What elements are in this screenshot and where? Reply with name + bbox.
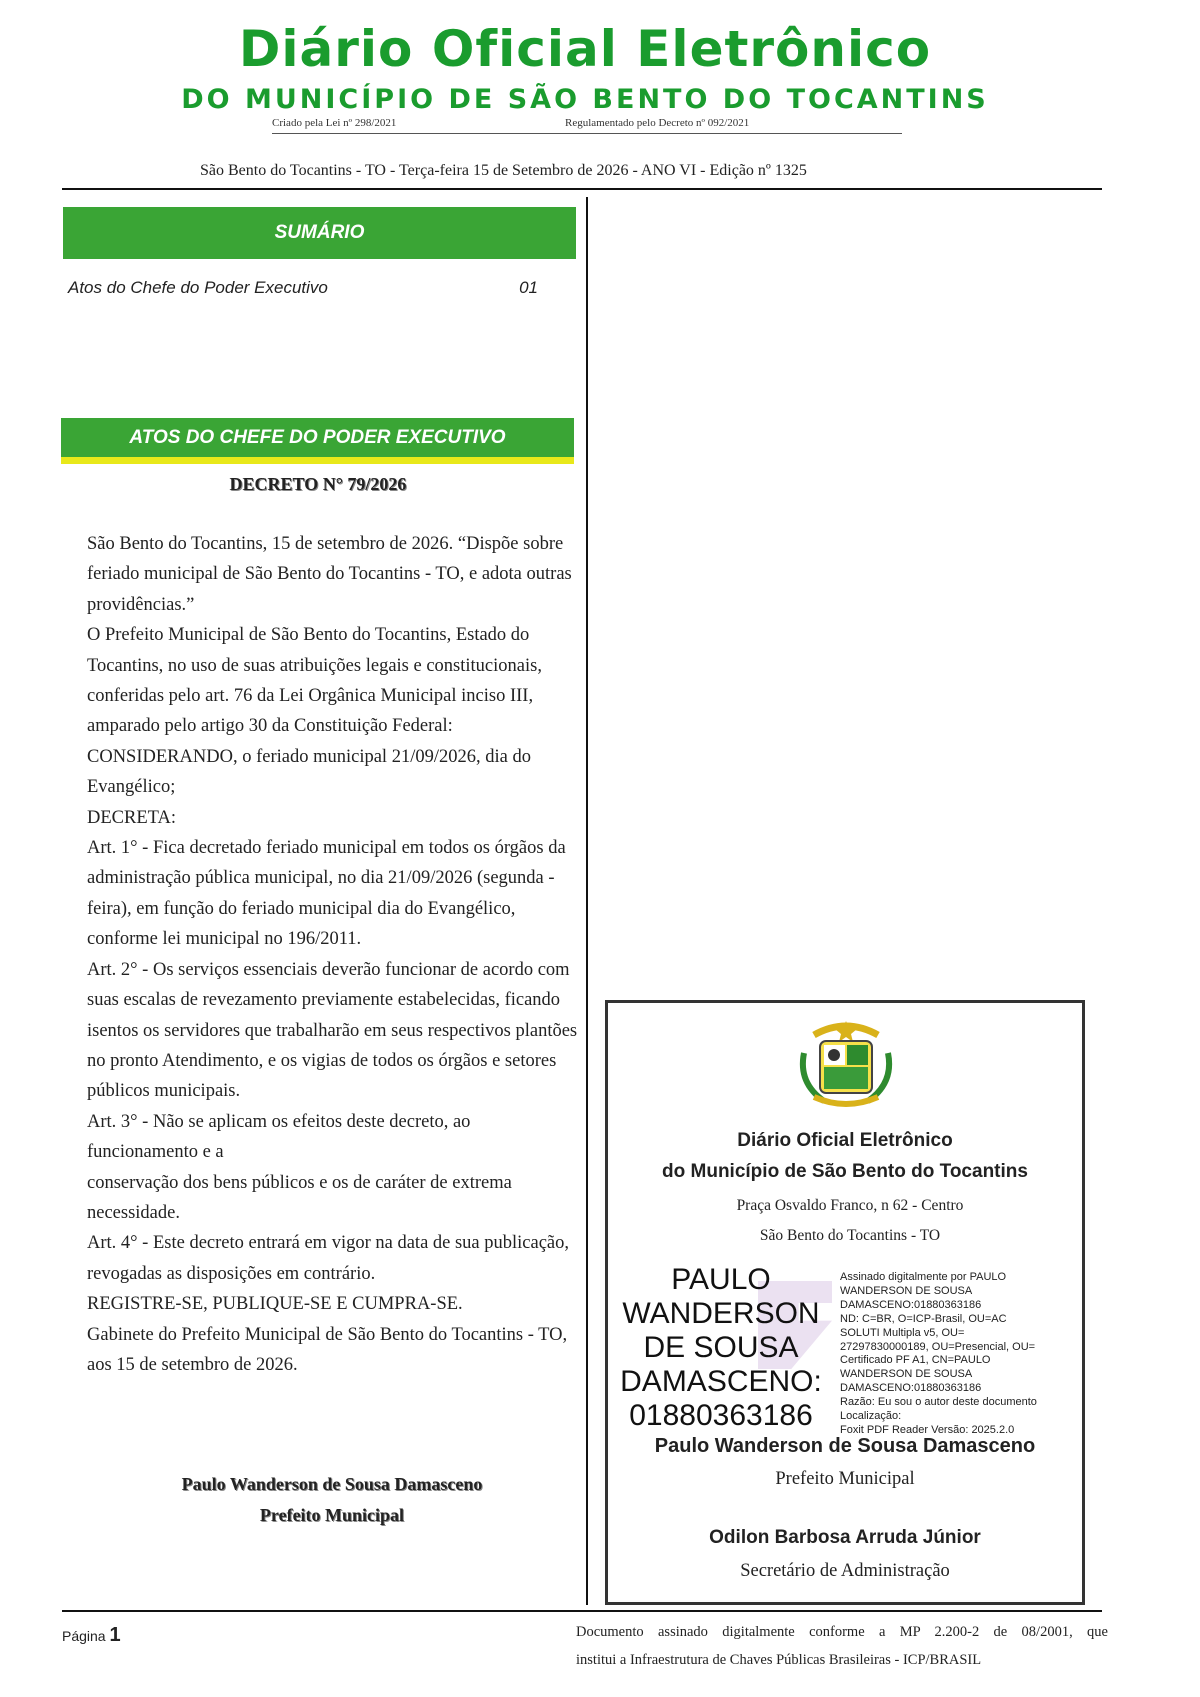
digital-signature-name[interactable] <box>616 1263 826 1433</box>
decree-title: DECRETO N° 79/2026 <box>229 474 407 494</box>
signature-detail-line: WANDERSON DE SOUSA <box>840 1284 973 1297</box>
footer-note-line1: Documento assinado digitalmente conforme a MP 2.200-2 de 08/2001, que <box>576 1624 1108 1640</box>
dateline-divider <box>62 188 1102 190</box>
decree-signer-name: Paulo Wanderson de Sousa Damasceno <box>181 1474 483 1494</box>
page-label: Página <box>62 1628 106 1644</box>
digital-signature-details[interactable] <box>840 1271 1080 1438</box>
municipal-crest-icon <box>794 1013 898 1111</box>
box-secretary-name: Odilon Barbosa Arruda Júnior <box>709 1527 981 1548</box>
signature-detail-line: Assinado digitalmente por PAULO <box>840 1271 1007 1283</box>
decree-paragraph: São Bento do Tocantins, 15 de setembro de 2026. “Dispõe sobre feriado municipal de São Bento do Tocantins - TO, e adota outras providências.” <box>87 534 572 615</box>
summary-item-label: Atos do Chefe do Poder Executivo <box>68 278 328 297</box>
box-signer-name: Paulo Wanderson de Sousa Damasceno <box>654 1435 1036 1457</box>
box-secretary-role: Secretário de Administração <box>740 1561 950 1581</box>
signature-detail-line: Razão: Eu sou o autor deste documento <box>840 1396 1037 1409</box>
decree-paragraph: conservação dos bens públicos e os de caráter de extrema necessidade. <box>87 1172 512 1223</box>
masthead-subtitle: DO MUNICÍPIO DE SÃO BENTO DO TOCANTINS <box>181 84 989 115</box>
signature-detail-line: SOLUTI Multipla v5, OU= <box>840 1326 965 1339</box>
masthead-decree-note: Regulamentado pelo Decreto nº 092/2021 <box>565 117 750 129</box>
signature-detail-line: 27297830000189, OU=Presencial, OU= <box>840 1340 1036 1353</box>
column-divider <box>586 197 588 1605</box>
summary-item[interactable] <box>68 278 538 298</box>
signature-detail-line: WANDERSON DE SOUSA <box>840 1368 973 1381</box>
edition-dateline: São Bento do Tocantins - TO - Terça-feira 15 de Setembro de 2026 - ANO VI - Edição nº 1325 <box>200 162 807 179</box>
page-indicator <box>62 1624 121 1647</box>
masthead-title: Diário Oficial Eletrônico <box>238 20 932 78</box>
box-title-line2: do Município de São Bento do Tocantins <box>662 1161 1028 1182</box>
masthead-divider <box>272 133 902 134</box>
signature-detail-line: DAMASCENO:01880363186 <box>840 1298 982 1311</box>
signature-detail-line: DAMASCENO:01880363186 <box>840 1382 982 1395</box>
decree-signer-role: Prefeito Municipal <box>259 1505 405 1525</box>
masthead-law-note: Criado pela Lei nº 298/2021 <box>272 117 397 129</box>
signature-detail-line: Localização: <box>840 1410 902 1423</box>
box-address-line1: Praça Osvaldo Franco, n 62 - Centro <box>736 1197 964 1214</box>
decree-paragraph: Gabinete do Prefeito Municipal de São Bento do Tocantins - TO, aos 15 de setembro de 2026. <box>87 1324 568 1375</box>
digital-signature-line: 01880363186 <box>629 1399 813 1432</box>
decree-paragraph: CONSIDERANDO, o feriado municipal 21/09/2026, dia do Evangélico; <box>87 746 531 798</box>
digital-signature-line: WANDERSON <box>622 1297 820 1330</box>
footer-note-line2: institui a Infraestrutura de Chaves Públicas Brasileiras - ICP/BRASIL <box>576 1652 982 1668</box>
decree-paragraph: O Prefeito Municipal de São Bento do Tocantins, Estado do Tocantins, no uso de suas atribuições legais e constitucionais, conferidas pelo art. 76 da Lei Orgânica Municipal inciso III, amparado pelo artigo 30 da Constituição Federal: <box>87 625 542 737</box>
digital-signature-line: PAULO <box>671 1263 771 1296</box>
decree-paragraph: Art. 4° - Este decreto entrará em vigor na data de sua publicação, revogadas as disposições em contrário. <box>87 1233 570 1284</box>
box-signer-role: Prefeito Municipal <box>775 1469 915 1489</box>
box-address-line2: São Bento do Tocantins - TO <box>759 1227 941 1244</box>
decree-paragraph: DECRETA: <box>87 807 176 828</box>
decree-paragraph: Art. 3° - Não se aplicam os efeitos deste decreto, ao funcionamento e a <box>87 1111 471 1163</box>
signature-box <box>605 1000 1085 1605</box>
summary-item-page: 01 <box>519 278 538 297</box>
section-header: ATOS DO CHEFE DO PODER EXECUTIVO <box>61 418 574 464</box>
decree-paragraph: REGISTRE-SE, PUBLIQUE-SE E CUMPRA-SE. <box>87 1294 463 1315</box>
decree-paragraph: Art. 2° - Os serviços essenciais deverão funcionar de acordo com suas escalas de revezamento previamente estabelecidas, ficando isentos os servidores que trabalharão em seus respectivos plantões no pronto Atendimento, e os vigias de todos os órgãos e setores públicos municipais. <box>87 959 578 1102</box>
decree-body <box>87 529 579 1380</box>
signature-detail-line: ND: C=BR, O=ICP-Brasil, OU=AC <box>840 1312 1007 1325</box>
footer-divider <box>62 1610 1102 1612</box>
digital-signature-line: DAMASCENO: <box>620 1365 822 1398</box>
page-number: 1 <box>109 1624 121 1646</box>
decree-paragraph: Art. 1° - Fica decretado feriado municipal em todos os órgãos da administração pública municipal, no dia 21/09/2026 (segunda - feira), em função do feriado municipal dia do Evangélico, conforme lei municipal no 196/2011. <box>87 838 566 950</box>
box-title-line1: Diário Oficial Eletrônico <box>737 1130 953 1151</box>
summary-header: SUMÁRIO <box>63 207 576 259</box>
signature-detail-line: Certificado PF A1, CN=PAULO <box>840 1354 991 1367</box>
signature-detail-line: Foxit PDF Reader Versão: 2025.2.0 <box>840 1423 1015 1436</box>
digital-signature-line: DE SOUSA <box>643 1331 799 1364</box>
